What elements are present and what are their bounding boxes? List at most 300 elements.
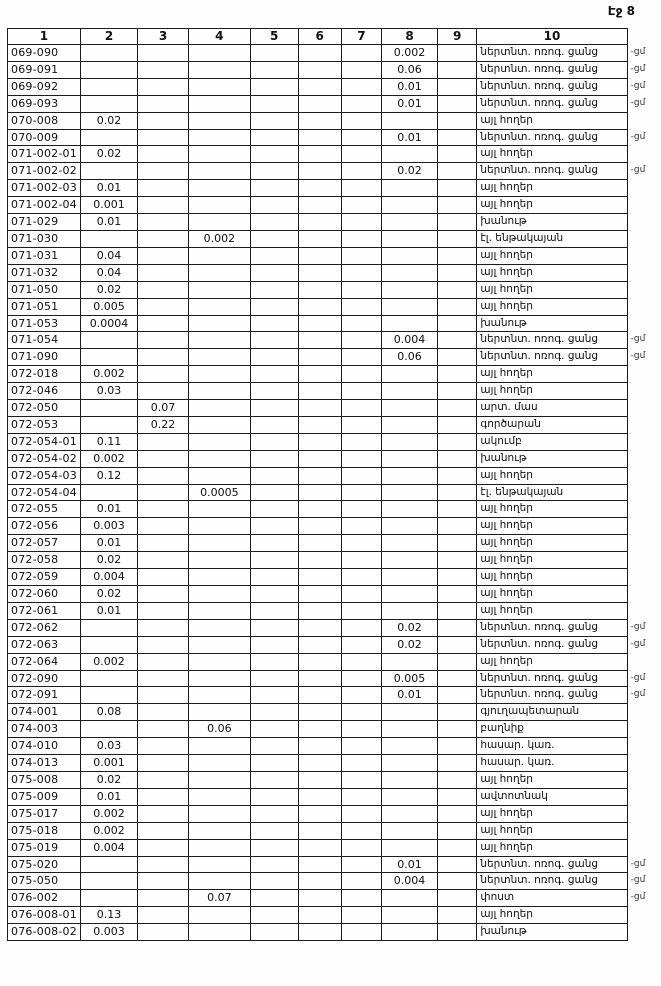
value-cell: 0.06 [382, 349, 438, 366]
value-cell [437, 45, 476, 62]
value-cell [437, 467, 476, 484]
table-row [8, 180, 661, 197]
value-cell [188, 366, 250, 383]
value-cell [80, 45, 137, 62]
value-cell [298, 433, 341, 450]
value-cell [80, 890, 137, 907]
value-cell [382, 890, 438, 907]
value-cell: 0.01 [80, 535, 137, 552]
value-cell [250, 856, 298, 873]
value-cell [437, 619, 476, 636]
value-cell [138, 619, 189, 636]
value-cell [382, 822, 438, 839]
margin-note: -ցմ [630, 47, 646, 57]
value-cell [250, 805, 298, 822]
code-cell: 072-053 [8, 416, 81, 433]
margin-note: -ցմ [630, 638, 646, 649]
value-cell [437, 856, 476, 873]
description-cell: այլ հողեր [477, 569, 627, 586]
table-row [8, 602, 661, 619]
value-cell [382, 602, 438, 619]
value-cell [382, 755, 438, 772]
code-cell: 072-055 [8, 501, 81, 518]
value-cell [437, 416, 476, 433]
value-cell: 0.03 [80, 383, 137, 400]
margin-note [627, 416, 660, 433]
value-cell [138, 569, 189, 586]
value-cell [250, 247, 298, 264]
value-cell [188, 450, 250, 467]
table-row [8, 247, 661, 264]
value-cell [250, 586, 298, 603]
code-cell: 071-002-01 [8, 146, 81, 163]
code-cell: 072-058 [8, 552, 81, 569]
table-row [8, 467, 661, 484]
value-cell [138, 146, 189, 163]
description-cell: ներտնտ. ոռոգ. ցանց [477, 95, 627, 112]
value-cell [188, 315, 250, 332]
value-cell [298, 214, 341, 231]
table-row [8, 636, 661, 653]
value-cell [80, 230, 137, 247]
margin-note [627, 400, 660, 417]
value-cell [341, 146, 381, 163]
value-cell [298, 755, 341, 772]
code-cell: 072-091 [8, 687, 81, 704]
value-cell [250, 180, 298, 197]
margin-note [627, 771, 660, 788]
value-cell [138, 721, 189, 738]
value-cell [341, 602, 381, 619]
table-row [8, 197, 661, 214]
description-cell: այլ հողեր [477, 112, 627, 129]
value-cell [188, 822, 250, 839]
value-cell [138, 873, 189, 890]
value-cell [341, 552, 381, 569]
value-cell [437, 636, 476, 653]
column-header-2: 2 [80, 29, 137, 45]
table-row [8, 61, 661, 78]
value-cell [80, 856, 137, 873]
value-cell [341, 755, 381, 772]
code-cell: 075-017 [8, 805, 81, 822]
value-cell: 0.002 [80, 805, 137, 822]
margin-note [627, 484, 660, 501]
value-cell [437, 180, 476, 197]
code-cell: 071-050 [8, 281, 81, 298]
value-cell [188, 687, 250, 704]
value-cell [298, 146, 341, 163]
value-cell: 0.07 [138, 400, 189, 417]
value-cell [188, 569, 250, 586]
value-cell: 0.13 [80, 907, 137, 924]
description-cell: ներտնտ. ոռոգ. ցանց [477, 332, 627, 349]
margin-note [627, 315, 660, 332]
description-cell: այլ հողեր [477, 518, 627, 535]
value-cell [437, 315, 476, 332]
code-cell: 075-050 [8, 873, 81, 890]
value-cell: 0.0004 [80, 315, 137, 332]
code-cell: 070-008 [8, 112, 81, 129]
value-cell [341, 180, 381, 197]
value-cell [437, 822, 476, 839]
description-cell: ներտնտ. ոռոգ. ցանց [477, 78, 627, 95]
description-cell: այլ հողեր [477, 602, 627, 619]
value-cell [382, 298, 438, 315]
margin-note [627, 552, 660, 569]
table-row [8, 281, 661, 298]
value-cell [138, 180, 189, 197]
value-cell [138, 264, 189, 281]
table-row [8, 383, 661, 400]
margin-note: -ցմ [630, 80, 646, 91]
table-row [8, 839, 661, 856]
value-cell [341, 822, 381, 839]
table-row [8, 755, 661, 772]
value-cell [437, 264, 476, 281]
margin-note [627, 146, 660, 163]
value-cell [298, 78, 341, 95]
value-cell [138, 366, 189, 383]
table-row [8, 315, 661, 332]
value-cell [298, 738, 341, 755]
value-cell [188, 281, 250, 298]
value-cell [138, 129, 189, 146]
value-cell [250, 704, 298, 721]
code-cell: 072-059 [8, 569, 81, 586]
value-cell [341, 214, 381, 231]
value-cell [250, 214, 298, 231]
value-cell [138, 214, 189, 231]
description-cell: այլ հողեր [477, 552, 627, 569]
value-cell [437, 602, 476, 619]
value-cell [298, 569, 341, 586]
value-cell [437, 569, 476, 586]
value-cell [298, 653, 341, 670]
value-cell [250, 535, 298, 552]
value-cell [382, 771, 438, 788]
value-cell [437, 366, 476, 383]
description-cell: ներտնտ. ոռոգ. ցանց [477, 687, 627, 704]
table-row [8, 687, 661, 704]
value-cell [250, 349, 298, 366]
code-cell: 072-054-02 [8, 450, 81, 467]
value-cell [298, 366, 341, 383]
value-cell [138, 450, 189, 467]
value-cell [437, 535, 476, 552]
margin-note [627, 433, 660, 450]
description-cell: այլ հողեր [477, 501, 627, 518]
value-cell [341, 907, 381, 924]
value-cell [188, 78, 250, 95]
value-cell [382, 839, 438, 856]
value-cell [138, 484, 189, 501]
description-cell: այլ հողեր [477, 180, 627, 197]
value-cell [80, 332, 137, 349]
value-cell: 0.01 [382, 129, 438, 146]
margin-note-header [627, 29, 660, 45]
value-cell: 0.01 [382, 78, 438, 95]
value-cell [382, 569, 438, 586]
value-cell [341, 78, 381, 95]
value-cell [437, 552, 476, 569]
value-cell [341, 332, 381, 349]
margin-note [627, 450, 660, 467]
margin-note [627, 467, 660, 484]
value-cell [138, 704, 189, 721]
value-cell: 0.06 [188, 721, 250, 738]
code-cell: 072-056 [8, 518, 81, 535]
value-cell [298, 450, 341, 467]
value-cell [382, 416, 438, 433]
value-cell [188, 856, 250, 873]
value-cell [341, 856, 381, 873]
value-cell [437, 146, 476, 163]
value-cell: 0.002 [80, 822, 137, 839]
value-cell [437, 924, 476, 941]
code-cell: 070-009 [8, 129, 81, 146]
table-row [8, 366, 661, 383]
value-cell [138, 112, 189, 129]
value-cell: 0.02 [382, 163, 438, 180]
margin-note: -ցմ [630, 351, 646, 362]
code-cell: 072-050 [8, 400, 81, 417]
value-cell [437, 129, 476, 146]
value-cell [188, 349, 250, 366]
description-cell: ներտնտ. ոռոգ. ցանց [477, 349, 627, 366]
value-cell [250, 163, 298, 180]
value-cell [188, 619, 250, 636]
value-cell [341, 163, 381, 180]
header-row [8, 29, 661, 45]
value-cell: 0.02 [80, 771, 137, 788]
value-cell [298, 484, 341, 501]
value-cell [437, 95, 476, 112]
value-cell [341, 349, 381, 366]
margin-note [627, 230, 660, 247]
value-cell [138, 45, 189, 62]
table-row [8, 298, 661, 315]
code-cell: 071-031 [8, 247, 81, 264]
value-cell [188, 873, 250, 890]
value-cell [138, 805, 189, 822]
value-cell [250, 366, 298, 383]
value-cell [298, 315, 341, 332]
description-cell: արտ. մաս [477, 400, 627, 417]
code-cell: 074-010 [8, 738, 81, 755]
value-cell [437, 788, 476, 805]
value-cell [250, 653, 298, 670]
value-cell [188, 146, 250, 163]
value-cell [138, 771, 189, 788]
value-cell [188, 95, 250, 112]
value-cell [80, 636, 137, 653]
value-cell [80, 400, 137, 417]
value-cell [188, 771, 250, 788]
code-cell: 071-054 [8, 332, 81, 349]
description-cell: այլ հողեր [477, 771, 627, 788]
value-cell: 0.11 [80, 433, 137, 450]
code-cell: 071-090 [8, 349, 81, 366]
value-cell [437, 687, 476, 704]
column-header-9: 9 [437, 29, 476, 45]
value-cell [341, 112, 381, 129]
table-row [8, 129, 661, 146]
value-cell: 0.0005 [188, 484, 250, 501]
value-cell [138, 467, 189, 484]
value-cell [341, 721, 381, 738]
value-cell: 0.02 [80, 586, 137, 603]
value-cell [250, 721, 298, 738]
value-cell [437, 332, 476, 349]
margin-note [627, 197, 660, 214]
value-cell [250, 552, 298, 569]
description-cell: այլ հողեր [477, 822, 627, 839]
margin-note [627, 383, 660, 400]
table-row [8, 416, 661, 433]
code-cell: 071-051 [8, 298, 81, 315]
description-cell: ներտնտ. ոռոգ. ցանց [477, 873, 627, 890]
value-cell [298, 230, 341, 247]
value-cell: 0.01 [80, 180, 137, 197]
table-row [8, 569, 661, 586]
value-cell [341, 264, 381, 281]
value-cell [298, 586, 341, 603]
description-cell: ակումբ [477, 433, 627, 450]
value-cell [250, 619, 298, 636]
value-cell [188, 755, 250, 772]
code-cell: 072-090 [8, 670, 81, 687]
value-cell [188, 400, 250, 417]
column-header-4: 4 [188, 29, 250, 45]
value-cell: 0.004 [80, 569, 137, 586]
margin-note [627, 112, 660, 129]
description-cell: այլ հողեր [477, 366, 627, 383]
value-cell [382, 146, 438, 163]
value-cell [382, 738, 438, 755]
value-cell [188, 907, 250, 924]
description-cell: բաղնիք [477, 721, 627, 738]
value-cell [138, 298, 189, 315]
value-cell [250, 61, 298, 78]
value-cell [250, 518, 298, 535]
value-cell [250, 890, 298, 907]
value-cell [250, 873, 298, 890]
value-cell [138, 839, 189, 856]
value-cell [382, 180, 438, 197]
value-cell [437, 670, 476, 687]
value-cell [382, 518, 438, 535]
value-cell [298, 907, 341, 924]
code-cell: 076-008-02 [8, 924, 81, 941]
code-cell: 071-002-02 [8, 163, 81, 180]
value-cell [250, 450, 298, 467]
description-cell: խանութ [477, 924, 627, 941]
column-header-10: 10 [477, 29, 627, 45]
value-cell [138, 535, 189, 552]
value-cell [341, 670, 381, 687]
value-cell [437, 433, 476, 450]
description-cell: խանութ [477, 315, 627, 332]
value-cell [341, 788, 381, 805]
description-cell: ներտնտ. ոռոգ. ցանց [477, 619, 627, 636]
value-cell [138, 230, 189, 247]
value-cell [298, 839, 341, 856]
description-cell: այլ հողեր [477, 839, 627, 856]
code-cell: 072-063 [8, 636, 81, 653]
value-cell [341, 95, 381, 112]
value-cell [298, 264, 341, 281]
description-cell: այլ հողեր [477, 907, 627, 924]
margin-note: -ցմ [630, 63, 646, 74]
code-cell: 071-032 [8, 264, 81, 281]
value-cell [298, 771, 341, 788]
value-cell: 0.08 [80, 704, 137, 721]
value-cell [341, 383, 381, 400]
value-cell [138, 332, 189, 349]
value-cell [298, 416, 341, 433]
margin-note: -ցմ [630, 689, 646, 700]
value-cell: 0.04 [80, 247, 137, 264]
value-cell [138, 433, 189, 450]
code-cell: 071-002-04 [8, 197, 81, 214]
value-cell [80, 129, 137, 146]
value-cell: 0.001 [80, 755, 137, 772]
table-row [8, 95, 661, 112]
value-cell [437, 281, 476, 298]
margin-note [627, 907, 660, 924]
value-cell [341, 890, 381, 907]
value-cell [188, 552, 250, 569]
value-cell [341, 433, 381, 450]
value-cell [298, 822, 341, 839]
value-cell [188, 214, 250, 231]
value-cell: 0.02 [80, 146, 137, 163]
value-cell [188, 805, 250, 822]
table-row [8, 484, 661, 501]
value-cell [188, 788, 250, 805]
value-cell [138, 78, 189, 95]
table-row [8, 552, 661, 569]
margin-note [627, 822, 660, 839]
value-cell [298, 180, 341, 197]
value-cell [382, 586, 438, 603]
value-cell [382, 788, 438, 805]
margin-note [627, 924, 660, 941]
value-cell [382, 400, 438, 417]
value-cell [437, 61, 476, 78]
value-cell: 0.01 [80, 788, 137, 805]
description-cell: այլ հողեր [477, 197, 627, 214]
value-cell [341, 535, 381, 552]
value-cell: 0.01 [382, 856, 438, 873]
value-cell [138, 163, 189, 180]
value-cell [188, 704, 250, 721]
value-cell [341, 484, 381, 501]
value-cell: 0.004 [80, 839, 137, 856]
value-cell [298, 704, 341, 721]
value-cell [298, 805, 341, 822]
value-cell [298, 383, 341, 400]
value-cell [250, 315, 298, 332]
value-cell [188, 332, 250, 349]
description-cell: ներտնտ. ոռոգ. ցանց [477, 636, 627, 653]
value-cell: 0.02 [80, 281, 137, 298]
value-cell [250, 146, 298, 163]
margin-note [627, 366, 660, 383]
value-cell [437, 839, 476, 856]
description-cell: այլ հողեր [477, 247, 627, 264]
